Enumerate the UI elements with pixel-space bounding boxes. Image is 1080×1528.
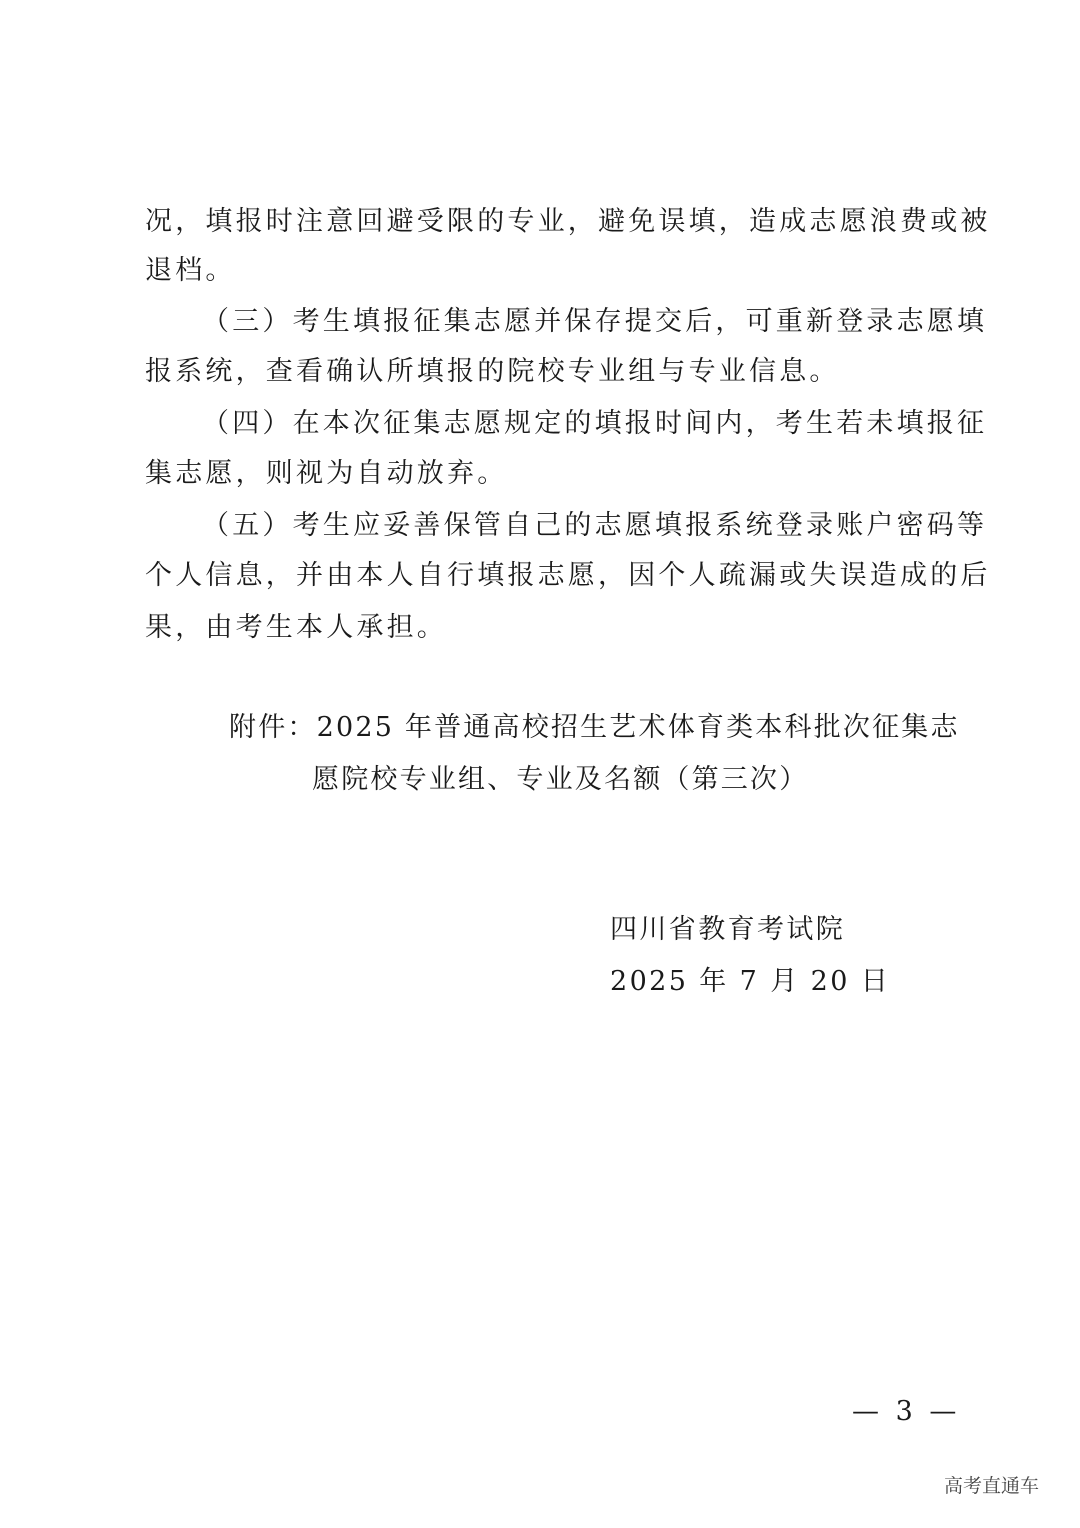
paragraph-3-line-1: （三）考生填报征集志愿并保存提交后，可重新登录志愿填 (202, 306, 988, 337)
paragraph-5-line-1: （五）考生应妥善保管自己的志愿填报系统登录账户密码等 (202, 510, 988, 541)
signature-date: 2025 年 7 月 20 日 (610, 966, 891, 997)
paragraph-2-line-1: 况，填报时注意回避受限的专业，避免误填，造成志愿浪费或被 (145, 206, 991, 237)
attachment-line-1: 附件：2025 年普通高校招生艺术体育类本科批次征集志 (229, 712, 960, 743)
paragraph-4-line-1: （四）在本次征集志愿规定的填报时间内，考生若未填报征 (202, 408, 988, 439)
page-number: — 3 — (852, 1396, 961, 1427)
paragraph-5-line-3: 果，由考生本人承担。 (145, 612, 447, 643)
paragraph-3-line-2: 报系统，查看确认所填报的院校专业组与专业信息。 (145, 356, 840, 387)
paragraph-4-line-2: 集志愿，则视为自动放弃。 (145, 458, 508, 489)
paragraph-2-line-2: 退档。 (145, 255, 236, 286)
paragraph-5-line-2: 个人信息，并由本人自行填报志愿，因个人疏漏或失误造成的后 (145, 560, 991, 591)
watermark-text: 高考直通车 (944, 1475, 1040, 1497)
signature-organization: 四川省教育考试院 (610, 914, 846, 945)
attachment-line-2: 愿院校专业组、专业及名额（第三次） (312, 764, 809, 795)
